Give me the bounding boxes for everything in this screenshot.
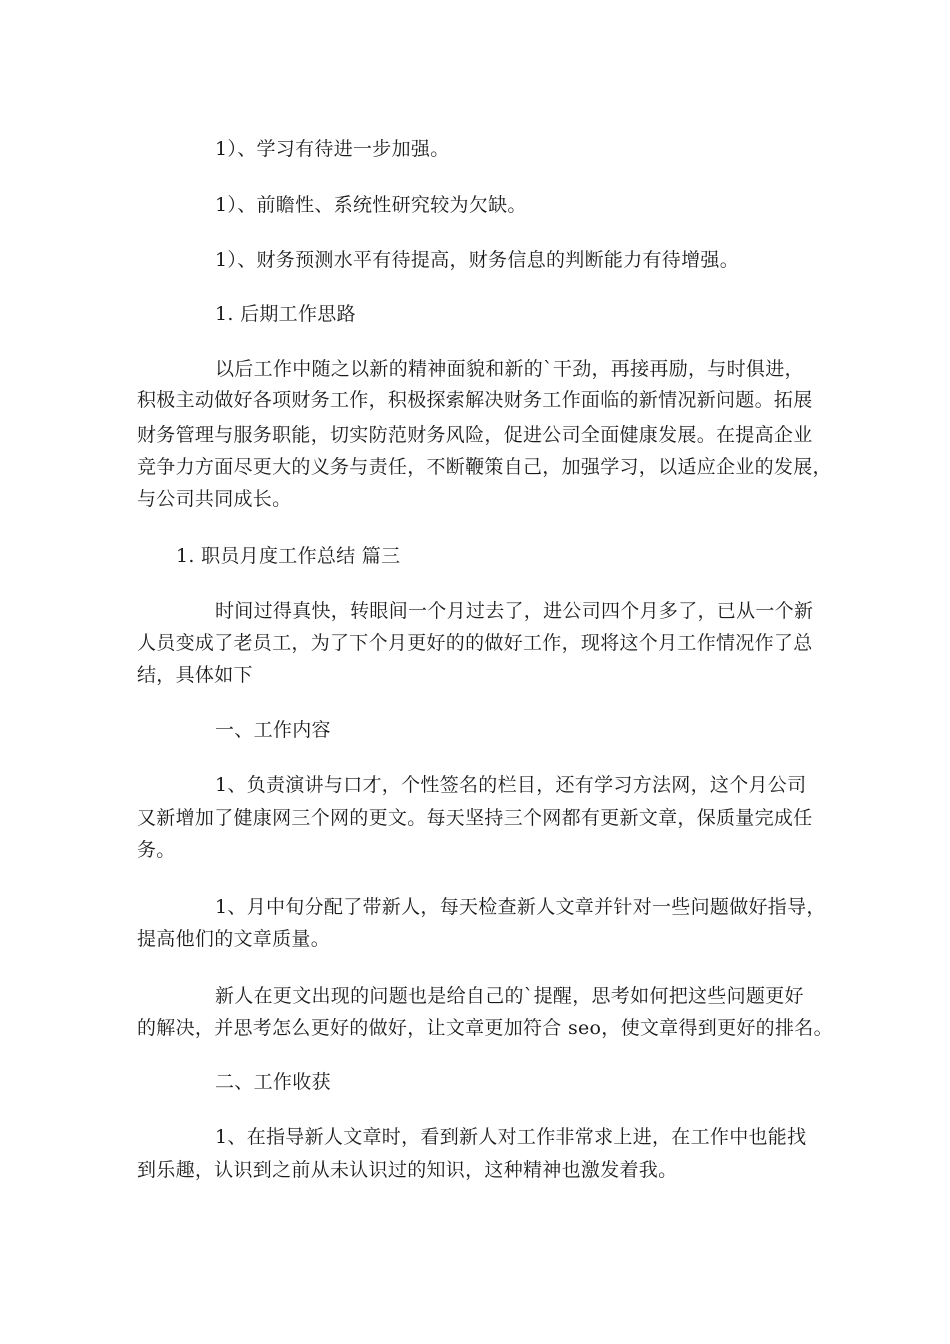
paragraph-line: 1、负责演讲与口才，个性签名的栏目，还有学习方法网，这个月公司 (215, 774, 807, 796)
paragraph-line: 人员变成了老员工，为了下个月更好的的做好工作，现将这个月工作情况作了总 (137, 632, 813, 654)
paragraph-line: 务。 (137, 839, 176, 861)
paragraph-line: 提高他们的文章质量。 (137, 928, 331, 950)
section-heading: 一、工作内容 (215, 719, 331, 741)
paragraph-line: 的解决，并思考怎么更好的做好，让文章更加符合 seo，使文章得到更好的排名。 (137, 1017, 833, 1039)
paragraph-line: 财务管理与服务职能，切实防范财务风险，促进公司全面健康发展。在提高企业 (137, 424, 813, 446)
paragraph-line: 到乐趣，认识到之前从未认识过的知识，这种精神也激发着我。 (137, 1159, 678, 1181)
paragraph-line: 以后工作中随之以新的精神面貌和新的`干劲，再接再励，与时俱进， (215, 358, 804, 380)
paragraph-line: 时间过得真快，转眼间一个月过去了，进公司四个月多了，已从一个新 (215, 600, 814, 622)
paragraph-line: 积极主动做好各项财务工作，积极探索解决财务工作面临的新情况新问题。拓展 (137, 389, 813, 411)
section-heading: 1. 后期工作思路 (215, 303, 356, 325)
section-heading: 二、工作收获 (215, 1071, 331, 1093)
section-heading: 1. 职员月度工作总结 篇三 (176, 545, 401, 567)
list-item: 1）、前瞻性、系统性研究较为欠缺。 (215, 194, 527, 216)
list-item: 1）、财务预测水平有待提高，财务信息的判断能力有待增强。 (215, 249, 739, 271)
paragraph-line: 1、在指导新人文章时，看到新人对工作非常求上进，在工作中也能找 (215, 1126, 807, 1148)
paragraph-line: 结，具体如下 (137, 664, 253, 686)
list-item: 1）、学习有待进一步加强。 (215, 138, 450, 160)
paragraph-line: 又新增加了健康网三个网的更文。每天坚持三个网都有更新文章，保质量完成任 (137, 807, 813, 829)
paragraph-line: 与公司共同成长。 (137, 488, 292, 510)
paragraph-line: 竞争力方面尽更大的义务与责任，不断鞭策自己，加强学习，以适应企业的发展， (137, 456, 832, 478)
paragraph-line: 1、月中旬分配了带新人，每天检查新人文章并针对一些问题做好指导， (215, 896, 826, 918)
paragraph-line: 新人在更文出现的问题也是给自己的`提醒，思考如何把这些问题更好 (215, 985, 804, 1007)
